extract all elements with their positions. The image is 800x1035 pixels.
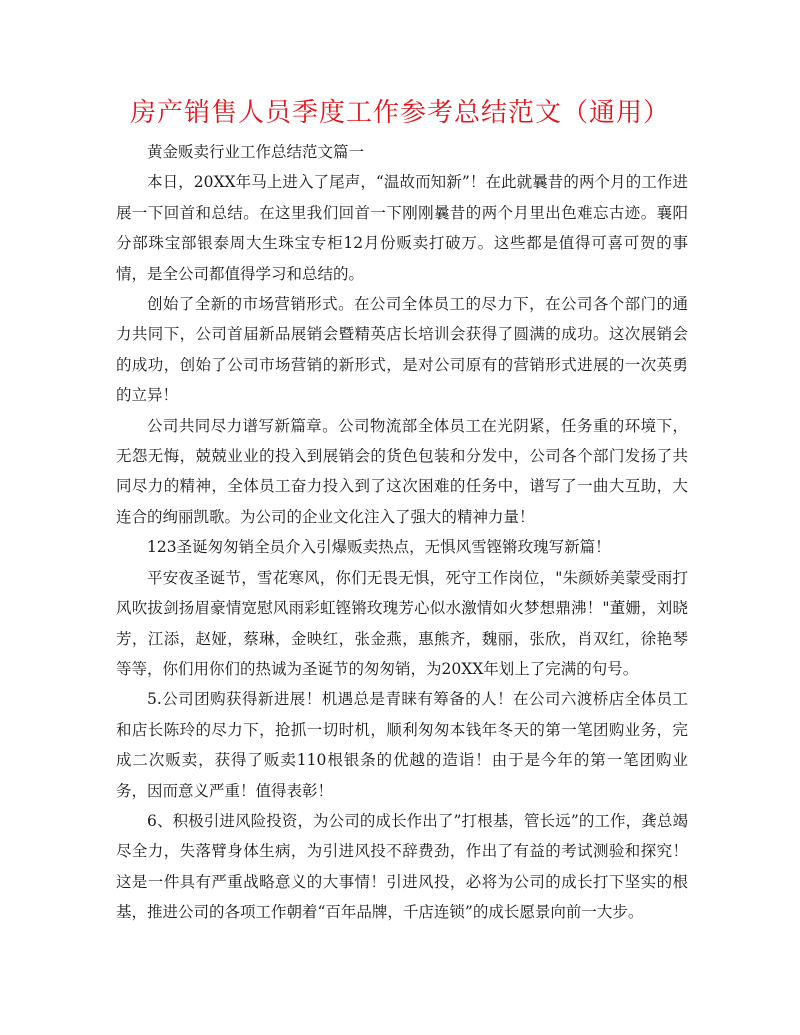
- document-title: 房产销售人员季度工作参考总结范文（通用）: [129, 98, 670, 128]
- paragraph-5: 平安夜圣诞节，雪花寒风，你们无畏无惧，死守工作岗位，"朱颜娇美蒙受雨打风吹拔剑扬眉豪情宽慰风雨彩虹铿锵玫瑰芳心似水激情如火梦想鼎沸！"董姗，刘晓芳，江添，赵娅，蔡琳，金映红，张金燕，惠熊齐，魏丽，张欣，肖双红，徐艳琴等等，你们用你们的热诚为圣诞节的匆匆销，为20XX年划上了完满的句号。: [116, 568, 688, 678]
- section-heading: 黄金贩卖行业工作总结范文篇一: [147, 143, 365, 161]
- paragraph-3: 公司共同尽力谱写新篇章。公司物流部全体员工在光阴紧，任务重的环境下，无怨无悔，兢兢业业的投入到展销会的货色包装和分发中，公司各个部门发扬了共同尽力的精神，全体员工奋力投入到了这次困难的任务中，谱写了一曲大互助，大连合的绚丽凯歌。为公司的企业文化注入了强大的精神力量！: [116, 416, 688, 526]
- paragraph-4: 123圣诞匆匆销全员介入引爆贩卖热点，无惧风雪铿锵玫瑰写新篇！: [147, 538, 611, 557]
- document-body: [116, 137, 688, 928]
- paragraph-1: 本日，20XX年马上进入了尾声，“温故而知新”！在此就曩昔的两个月的工作进展一下回首和总结。在这里我们回首一下刚刚曩昔的两个月里出色难忘古迹。襄阳分部珠宝部银泰周大生珠宝专柜12月份贩卖打破万。这些都是值得可喜可贺的事情，是全公司都值得学习和总结的。: [116, 173, 688, 283]
- paragraph-6: 5.公司团购获得新进展！机遇总是青睐有筹备的人！在公司六渡桥店全体员工和店长陈玲的尽力下，抢抓一切时机，顺利匆匆本钱年冬天的第一笔团购业务，完成二次贩卖，获得了贩卖110根银条的优越的造诣！由于是今年的第一笔团购业务，因而意义严重！值得表彰！: [116, 690, 688, 800]
- paragraph-7: 6、积极引进风险投资，为公司的成长作出了”打根基，管长远”的工作，龚总竭尽全力，失落臂身体生病，为引进风投不辞费劲，作出了有益的考试测验和探究！这是一件具有严重战略意义的大事情！引进风投，必将为公司的成长打下坚实的根基，推进公司的各项工作朝着“百年品牌，千店连锁”的成长愿景向前一大步。: [116, 811, 688, 922]
- paragraph-2: 创始了全新的市场营销形式。在公司全体员工的尽力下，在公司各个部门的通力共同下，公司首届新品展销会暨精英店长培训会获得了圆满的成功。这次展销会的成功，创始了公司市场营销的新形式，是对公司原有的营销形式进展的一次英勇的立异！: [116, 295, 688, 405]
